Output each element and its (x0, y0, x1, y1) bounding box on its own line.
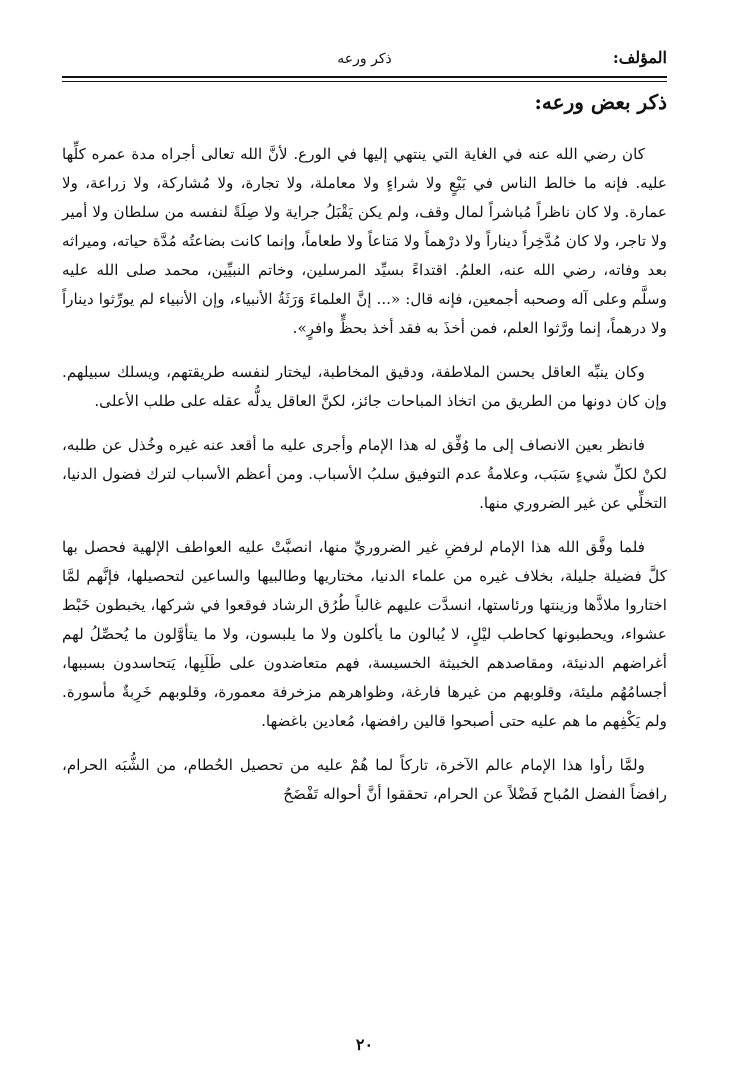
paragraph: وكان ينبِّه العاقل بحسن الملاطفة، ودقيق المخاطبة، ليختار لنفسه طريقتهم، ويسلك سبيلهم. وإن كان دونها من الطريق من اتخاذ المباحات جائز، لكنَّ العاقل يدلُّه عقله على طلب الأعلى. (62, 363, 667, 410)
body-text (62, 140, 667, 824)
running-header (62, 40, 667, 74)
paragraph: ولمَّا رأوا هذا الإمام عالم الآخرة، تاركاً لما هُمْ عليه من تحصيل الحُطام، من الشُّبَه الحرام، رافضاً الفضل المُباح فَضْلاً عن الحرام، تحققوا أنَّ أحواله تَفْضَحُ (62, 756, 667, 803)
header-section-title: ذكر ورعه (337, 51, 392, 67)
paragraph: كان رضي الله عنه في الغاية التي ينتهي إليها في الورع. لأنَّ الله تعالى أجراه مدة عمره كلِّها عليه. فإنه ما خالط الناس في بَيْعٍ ولا شراءٍ ولا معاملة، ولا تجارة، ولا مُشاركة، ولا زراعة، ولا عمارة. ولا كان ناظراً مُباشراً لمال وقف، ولم يكن يَقْبَلُ جراية ولا صِلَةً لنفسه من سلطان ولا أمير ولا تاجر، ولا كان مُدَّخِراً ديناراً ولا درْهماً ولا مَتاعاً ولا طعاماً، وإنما كانت بضاعتُه مُدَّة حياته، وميراثه بعد وفاته، رضي الله عنه، العلمُ. اقتداءً بسيِّد المرسلين، وخاتم النبيِّين، محمد صلى الله عليه وسلَّم وعلى آله وصحبه أجمعين، فإنه قال: «... إنَّ العلماءَ وَرَثَةُ الأنبياء، وإن الأنبياء لم يورِّثوا ديناراً ولا درهماً، إنما ورَّثوا العلم، فمن أخذَ به فقد أخذ بحظٍّ وافرٍ». (62, 145, 667, 337)
header-rule-thin (62, 81, 667, 82)
header-author-label: المؤلف: (612, 48, 667, 67)
page-number: ٢٠ (355, 1035, 374, 1054)
paragraph: فلما وفَّق الله هذا الإمام لرفضِ غير الضروريِّ منها، انصبَّتْ عليه العواطف الإلهية فحصل بها كلَّ فضيلة جليلة، بخلاف غيره من علماء الدنيا، مختاريها وطالبيها والساعين لتحصيلها، فإنَّهم لمَّا اختاروا ملاذَّها وزينتها ورئاستها، انسدَّت عليهم غالباً طُرُق الرشاد فوقعوا في شركها، يخبطون خَبْط عشواء، ويحطبونها كحاطب ليْلٍ، لا يُبالون ما يأكلون ولا ما يلبسون، ولا ما يتأوَّلون ما يُحصِّلُ لهم أغراضهم الدنيئة، ومقاصدهم الخبيثة الخسيسة، فهم متعاضدون على طَلَبِها، يَتحاسدون بسببها، أجسامُهُم مليئة، وقلوبهم من غيرها فارغة، وظواهرهم مزخرفة معمورة، وقلوبهم خَرِبةٌ مأسورة. ولم يَكْفِهم ما هم عليه حتى أصبحوا قالين رافضها، مُعادين باغضها. (62, 538, 667, 730)
section-heading: ذكر بعض ورعه: (534, 90, 667, 114)
paragraph: فانظر بعين الانصاف إلى ما وُفِّق له هذا الإمام وأجرى عليه ما أقعد عنه غيره وخُذل عن طلبه، لكنْ لكلِّ شيءٍ سَبَب، وعلامةُ عدم التوفيق سلبُ الأسباب. ومن أعظم الأسباب لترك فضول الدنيا، التخلِّي عن غير الضروري منها. (62, 436, 667, 512)
header-rule-thick (62, 76, 667, 78)
